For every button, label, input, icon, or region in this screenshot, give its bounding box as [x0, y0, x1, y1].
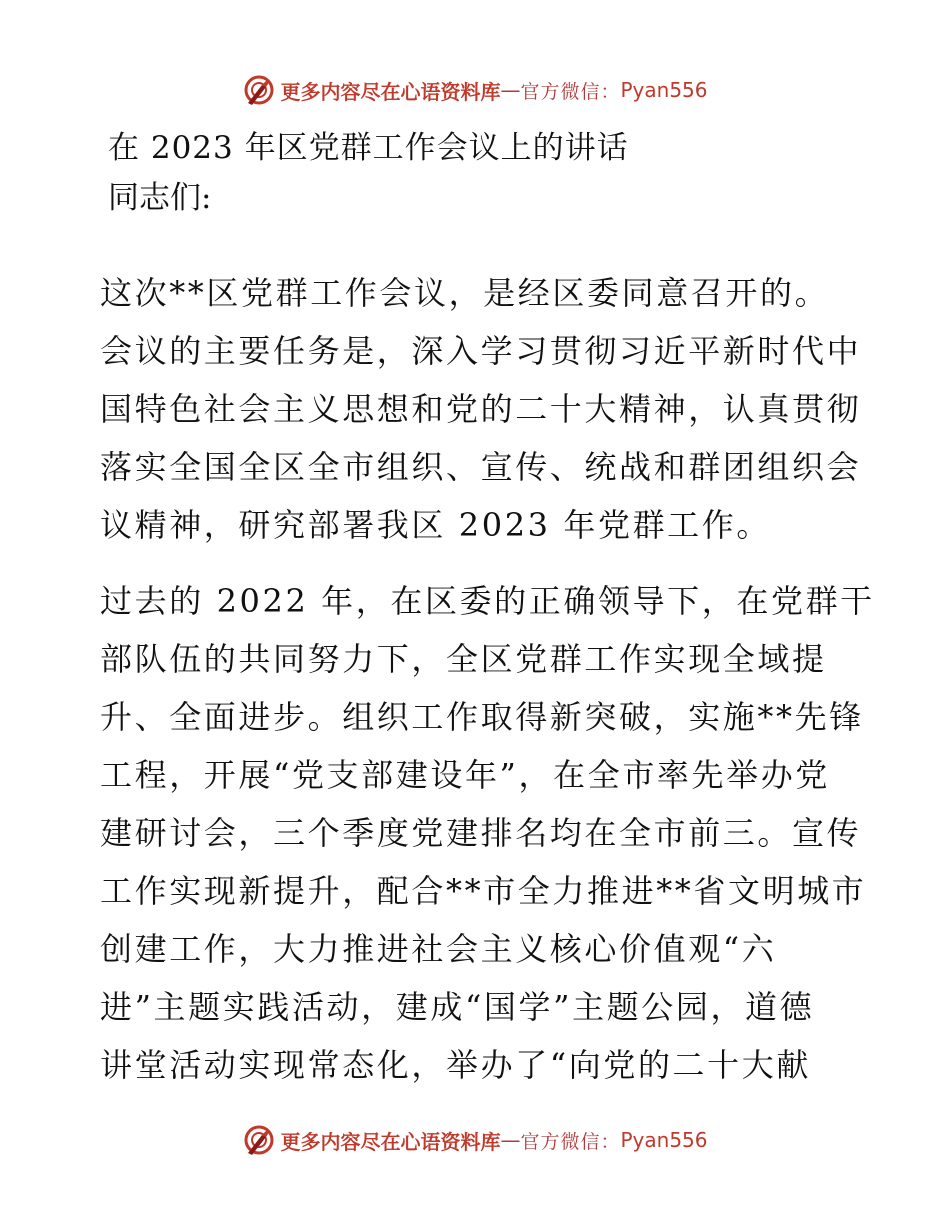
paragraph-line: 升、全面进步。组织工作取得新突破，实施**先锋	[100, 698, 864, 736]
paragraph-line: 讲堂活动实现常态化，举办了“向党的二十大献	[100, 1046, 811, 1084]
paragraph-line: 部队伍的共同努力下，全区党群工作实现全域提	[100, 640, 827, 678]
paragraph-1	[100, 264, 860, 554]
banner-wechat-label: 官方微信：	[520, 80, 621, 103]
paragraph-line: 进”主题实践活动，建成“国学”主题公园，道德	[100, 988, 815, 1026]
paragraph-line: 这次**区党群工作会议，是经区委同意召开的。	[100, 274, 830, 312]
banner-separator: —	[500, 78, 521, 102]
paragraph-line: 创建工作，大力推进社会主义核心价值观“六	[100, 930, 777, 968]
paragraph-line: 建研讨会，三个季度党建排名均在全市前三。宣传	[100, 814, 862, 852]
banner-main-text: 更多内容尽在心语资料库	[280, 1129, 501, 1154]
banner-wechat-id: Pyan556	[620, 78, 708, 102]
paragraph-line: 会议的主要任务是，深入学习贯彻习近平新时代中	[100, 332, 862, 370]
paragraph-2	[100, 572, 875, 1094]
pen-circle-logo-icon	[242, 73, 276, 107]
banner-wechat-id: Pyan556	[620, 1128, 708, 1152]
paragraph-line: 国特色社会主义思想和党的二十大精神，认真贯彻	[100, 390, 862, 428]
paragraph-line: 工作实现新提升，配合**市全力推进**省文明城市	[100, 872, 867, 910]
banner-main-text: 更多内容尽在心语资料库	[280, 79, 501, 104]
footer-banner	[0, 1120, 950, 1160]
greeting: 同志们:	[108, 180, 212, 216]
paragraph-line: 落实全国全区全市组织、宣传、统战和群团组织会	[100, 448, 862, 486]
document-title: 在 2023 年区党群工作会议上的讲话	[108, 130, 629, 166]
header-banner	[0, 70, 950, 110]
paragraph-line: 过去的 2022 年，在区委的正确领导下，在党群干	[100, 582, 875, 620]
paragraph-line: 工程，开展“党支部建设年”，在全市率先举办党	[100, 756, 830, 794]
pen-circle-logo-icon	[242, 1123, 276, 1157]
banner-separator: —	[500, 1128, 521, 1152]
banner-wechat-label: 官方微信：	[520, 1130, 621, 1153]
paragraph-line: 议精神，研究部署我区 2023 年党群工作。	[100, 506, 771, 544]
